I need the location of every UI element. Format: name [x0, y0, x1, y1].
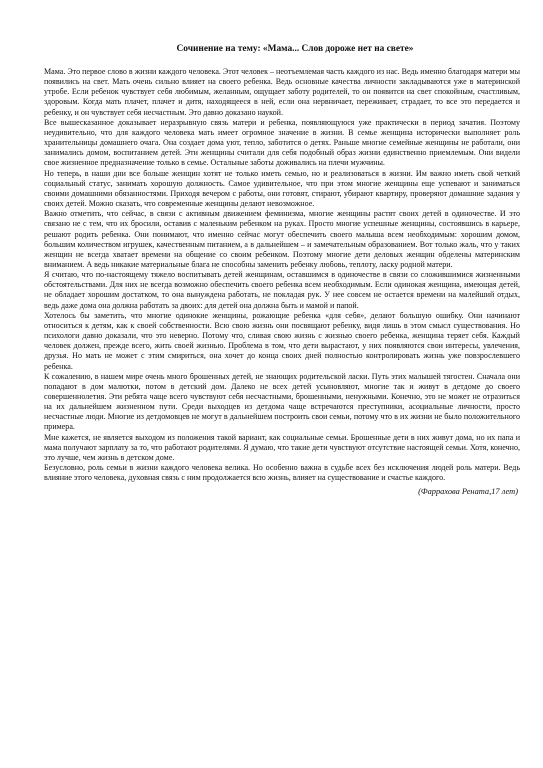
- paragraph-5: Я считаю, что по-настоящему тяжело воспитывать детей женщинам, оставшимся в одиночестве в связи со сложившимися жизненными обстоятельствами. Для них не всегда возможно обеспечить своего ребенка всем необходимым. Если одинокая женщина, имеющая детей, не обладает хорошим достатком, то она вынуждена работать, не покладая рук. У нее совсем не остается времени на малейший отдых, ведь даже дома она должна работать за двоих: для детей она должна быть и мамой и папой.: [44, 270, 520, 310]
- paragraph-3: Но теперь, в наши дни все больше женщин хотят не только иметь семью, но и реализоваться в жизни. Им важно иметь свой четкий социальный статус, занимать хорошую должность. Самое удивительное, что при этом многие женщины еще успевают и заниматься своими домашними обязанностями. Приходя вечером с работы, они готовят, стирают, убирают квартиру, проверяют домашние задания у своих детей. Можно сказать, что современные женщины делают невозможное.: [44, 168, 520, 209]
- author-signature: (Фаррахова Рената,17 лет): [418, 487, 518, 497]
- paragraph-7: К сожалению, в нашем мире очень много брошенных детей, не знающих родительской ласки. Путь этих малышей тягостен. Сначала они попадают в дом малютки, потом в детский дом. Далеко не всех детей усыновляют, многие так и живут в детдоме до своего совершеннолетия. Эти ребята чаще всего чувствуют себя несчастными, брошенными, ненужными. Конечно, это не может не отразиться на их дальнейшем жизненном пути. Среди выходцев из детдома чаще встречаются преступники, асоциальные личности, просто несчастные люди. Многие из детдомовцев не могут в дальнейшем построить свои семьи, потому что в их жизни не было положительного примера.: [44, 371, 520, 432]
- paragraph-1: Мама. Это первое слово в жизни каждого человека. Этот человек – неотъемлемая часть каждого из нас. Ведь именно благодаря матери мы появились на свет. Мать очень сильно влияет на своего ребенка. Ведь основные качества личности закладываются уже в материнской утробе. Если ребенок чувствует себя любимым, желанным, ощущает заботу родителей, то он появится на свет спокойным, счастливым, здоровым. Когда мать плачет, плачет и дитя, находящееся в ней, если она нервничает, переживает, страдает, то все это передается и ребенку, и он чувствует себя несчастным. Это давно доказано наукой.: [44, 67, 520, 117]
- paragraph-9: Безусловно, роль семьи в жизни каждого человека велика. Но особенно важна в судьбе всех без исключения людей роль матери. Ведь влияние этого человека, духовная связь с ним продолжается всю жизнь, влияет на существование и счастье каждого.: [44, 463, 520, 483]
- paragraph-6: Хотелось бы заметить, что многие одинокие женщины, рожающие ребенка «для себя», делают большую ошибку. Они начинают относиться к детям, как к своей собственности. Всю свою жизнь они посвящают ребенку, видя лишь в этом смысл существования. Но психологи давно доказали, что это неверно. Потому что, сливая свою жизнь с жизнью своего ребенка, женщина теряет себя. Каждый человек должен, прежде всего, жить своей жизнью. Проблема в том, что дети вырастают, у них появляются свои интересы, увлечения, друзья. Но мать не может с этим смириться, она хочет до конца своих дней полностью контролировать жизнь уже повзрослевшего ребенка.: [44, 310, 520, 371]
- essay-body: [44, 67, 520, 483]
- paragraph-8: Мне кажется, не является выходом из положения такой вариант, как социальные семьи. Брошенные дети в них живут дома, но их папа и мама получают зарплату за то, что работают родителями. Я думаю, что такие дети чувствуют отсутствие настоящей семьи. Хотя, конечно, это лучше, чем жизнь в детском доме.: [44, 432, 520, 462]
- paragraph-2: Все вышесказанное доказывает неразрывную связь матери и ребенка, появляющуюся уже практически в период зачатия. Поэтому неудивительно, что для каждого человека мать имеет огромное значение в жизни. В семье женщина исторически выполняет роль хранительницы домашнего очага. Она создает дома уют, тепло, заботится о детях. Раньше многие семейные женщины не работали, они занимались домом, воспитанием детей. Эти женщины считали для себя подобный образ жизни единственно приемлемым. Они видели свое жизненное предназначение только в семье. Остальные заботы доживались на плечи мужчины.: [44, 117, 520, 168]
- essay-title: Сочинение на тему: «Мама... Слов дороже нет на свете»: [176, 44, 414, 54]
- paragraph-4: Важно отметить, что сейчас, в связи с активным движением феминизма, многие женщины растят своих детей в одиночестве. И это связано не с тем, что их бросили, оставив с маленьким ребенком на руках. Просто многие успешные женщины, состоявшись в карьере, решают родить ребенка. Они понимают, что именно сейчас могут обеспечить своего малыша всем необходимым: хорошим домом, большим количеством игрушек, качественным питанием, а в дальнейшем – и замечательным образованием. Вот только жаль, что у таких женщин не всегда хватает времени на общение со своим ребенком. Поэтому многие дети деловых женщин обделены материнским вниманием. А ведь никакие материальные блага не способны заменить ребенку любовь, теплоту, ласку родной матери.: [44, 209, 520, 269]
- essay-page: [44, 44, 520, 498]
